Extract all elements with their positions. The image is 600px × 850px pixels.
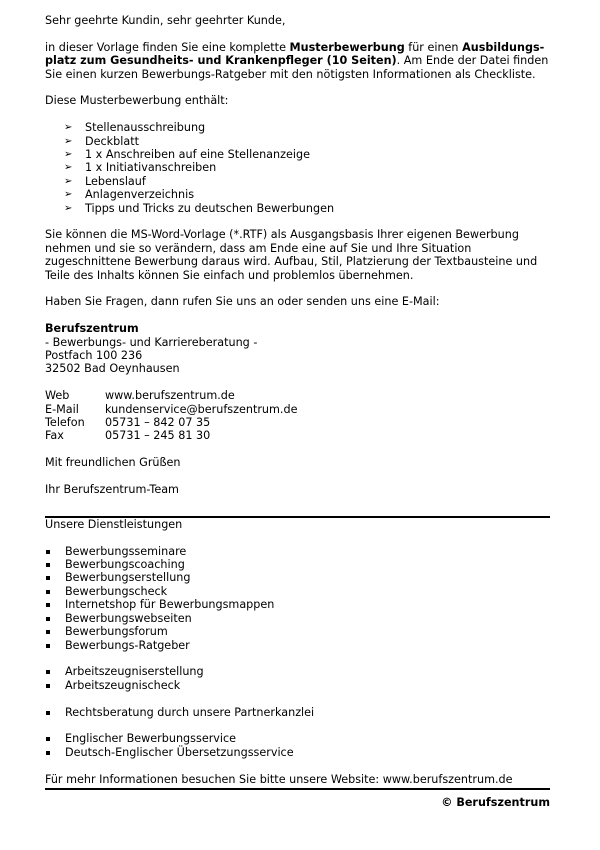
square-bullet-icon bbox=[46, 590, 50, 594]
divider bbox=[45, 788, 550, 790]
square-bullet-icon bbox=[46, 576, 50, 580]
list-item: Englischer Bewerbungsservice bbox=[45, 732, 550, 745]
salutation: Sehr geehrte Kundin, sehr geehrter Kunde, bbox=[45, 14, 286, 27]
web-link[interactable]: www.berufszentrum.de bbox=[105, 389, 235, 403]
arrow-bullet-icon: ➢ bbox=[64, 189, 73, 201]
list-item: Arbeitszeugniserstellung bbox=[45, 665, 550, 678]
list-item: Bewerbungswebseiten bbox=[45, 612, 550, 625]
contents-list bbox=[45, 121, 550, 215]
company-tagline: - Bewerbungs- und Karriereberatung - bbox=[45, 335, 258, 349]
services-list-4 bbox=[45, 732, 550, 759]
square-bullet-icon bbox=[46, 617, 50, 621]
square-bullet-icon bbox=[46, 630, 50, 634]
list-item: Bewerbungsforum bbox=[45, 625, 550, 638]
list-item: Bewerbungsseminare bbox=[45, 545, 550, 558]
list-item: Arbeitszeugnischeck bbox=[45, 679, 550, 692]
square-bullet-icon bbox=[46, 563, 50, 567]
contact-web: Web www.berufszentrum.de bbox=[45, 389, 235, 403]
list-item: Bewerbungs-Ratgeber bbox=[45, 639, 550, 652]
list-item: ➢ Stellenausschreibung bbox=[64, 121, 206, 135]
questions-line: Haben Sie Fragen, dann rufen Sie uns an oder senden uns eine E-Mail: bbox=[45, 295, 440, 309]
square-bullet-icon bbox=[46, 737, 50, 741]
list-item: ➢ Lebenslauf bbox=[64, 174, 146, 188]
contact-block bbox=[45, 389, 550, 443]
square-bullet-icon bbox=[46, 644, 50, 648]
document-page bbox=[45, 14, 550, 809]
company-city: 32502 Bad Oeynhausen bbox=[45, 362, 180, 376]
company-name: Berufszentrum bbox=[45, 322, 139, 336]
list-item: ➢ Tipps und Tricks zu deutschen Bewerbungen bbox=[64, 201, 335, 215]
more-info-line: Für mehr Informationen besuchen Sie bitte unsere Website: www.berufszentrum.de bbox=[45, 772, 513, 786]
arrow-bullet-icon: ➢ bbox=[64, 162, 73, 174]
rtf-paragraph: Sie können die MS-Word-Vorlage (*.RTF) als Ausgangsbasis Ihrer eigenen Bewerbung nehmen und sie so verändern, dass am Ende eine auf Sie und Ihre Situation zugeschnittene Bewerbung daraus wird. Aufbau, Stil, Platzierung der Textbausteine und Teile des Inhalts können Sie einfach und problemlos übernehmen. bbox=[45, 228, 538, 282]
list-item: ➢ 1 x Anschreiben auf eine Stellenanzeige bbox=[64, 148, 310, 162]
list-item: Bewerbungserstellung bbox=[45, 571, 550, 584]
square-bullet-icon bbox=[46, 670, 50, 674]
list-item: ➢ 1 x Initiativanschreiben bbox=[64, 161, 217, 175]
arrow-bullet-icon: ➢ bbox=[64, 135, 73, 147]
contact-phone: Telefon 05731 – 842 07 35 bbox=[45, 416, 211, 430]
square-bullet-icon bbox=[46, 684, 50, 688]
list-item: ➢ Deckblatt bbox=[64, 134, 139, 148]
square-bullet-icon bbox=[46, 751, 50, 755]
services-heading: Unsere Dienstleistungen bbox=[45, 517, 183, 531]
square-bullet-icon bbox=[46, 603, 50, 607]
intro-paragraph: in dieser Vorlage finden Sie eine komplette Musterbewerbung für einen Ausbildungs-platz zum Gesundheits- und Krankenpfleger (10 Seiten). Am Ende der Datei finden Sie einen kurzen Bewerbungs-Ratgeber mit den nötigsten Informationen als Checkliste. bbox=[45, 40, 549, 81]
services-list-3 bbox=[45, 706, 550, 719]
square-bullet-icon bbox=[46, 711, 50, 715]
arrow-bullet-icon: ➢ bbox=[64, 202, 73, 214]
arrow-bullet-icon: ➢ bbox=[64, 122, 73, 134]
copyright: © Berufszentrum bbox=[441, 795, 550, 809]
contents-heading: Diese Musterbewerbung enthält: bbox=[45, 94, 229, 108]
company-street: Postfach 100 236 bbox=[45, 349, 143, 363]
email-link[interactable]: kundenservice@berufszentrum.de bbox=[105, 402, 298, 416]
list-item: Bewerbungscheck bbox=[45, 585, 550, 598]
arrow-bullet-icon: ➢ bbox=[64, 175, 73, 187]
list-item: Internetshop für Bewerbungsmappen bbox=[45, 598, 550, 611]
list-item: Bewerbungscoaching bbox=[45, 558, 550, 571]
list-item: ➢ Anlagenverzeichnis bbox=[64, 188, 195, 202]
square-bullet-icon bbox=[46, 550, 50, 554]
list-item: Deutsch-Englischer Übersetzungsservice bbox=[45, 746, 550, 759]
closing: Mit freundlichen Grüßen bbox=[45, 456, 181, 470]
services-list-2 bbox=[45, 665, 550, 692]
signature: Ihr Berufszentrum-Team bbox=[45, 483, 179, 497]
list-item: Rechtsberatung durch unsere Partnerkanzlei bbox=[45, 706, 550, 719]
contact-email: E-Mail kundenservice@berufszentrum.de bbox=[45, 402, 298, 416]
contact-fax: Fax 05731 – 245 81 30 bbox=[45, 429, 211, 443]
arrow-bullet-icon: ➢ bbox=[64, 149, 73, 161]
services-list-1 bbox=[45, 545, 550, 652]
